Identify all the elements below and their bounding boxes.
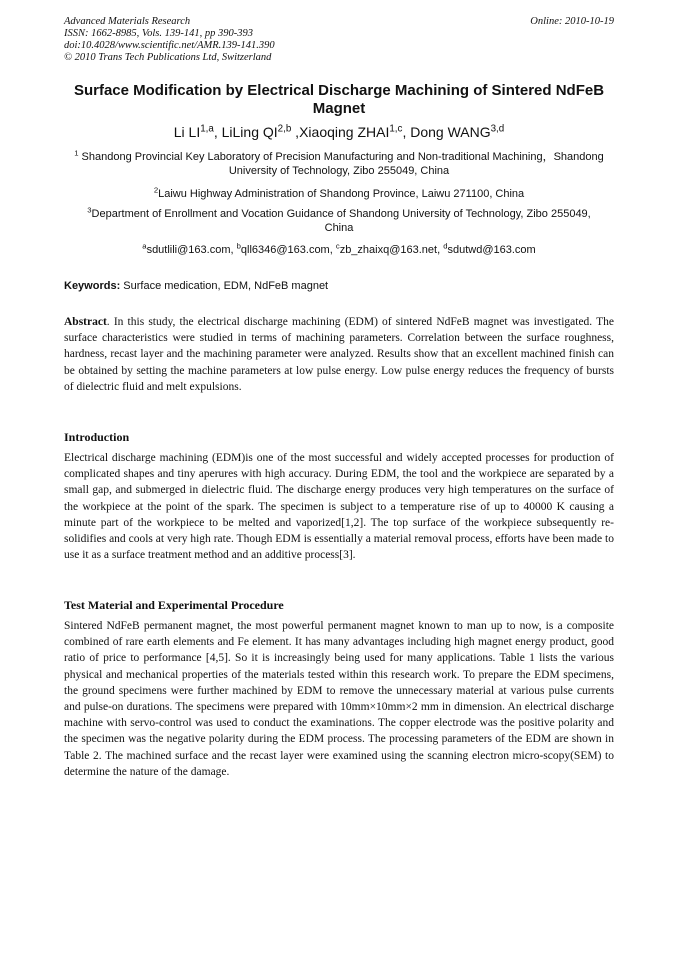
affiliation-3: [84, 207, 594, 235]
author-affiliation-mark: 1,a: [200, 123, 214, 135]
paper-title: Surface Modification by Electrical Discharge Machining of Sintered NdFeB Magnet: [73, 82, 605, 117]
author-name: Xiaoqing ZHAI: [299, 124, 390, 140]
author-affiliation-mark: 1,c: [389, 123, 403, 135]
author-affiliation-mark: 2,b: [277, 123, 292, 135]
email-mark: c: [335, 241, 340, 251]
affiliation-2: [62, 187, 616, 201]
section-heading-introduction: Introduction: [64, 430, 130, 444]
email-address: qll6346@163.com,: [240, 244, 336, 256]
keywords-label: Keywords:: [64, 280, 121, 292]
introduction-paragraph: Electrical discharge machining (EDM)is one of the most successful and widely accepted processes for production of complicated shapes and tiny aperures with high accuracy. During EDM, the tool and the workpiece are separated by a small gap, and submerged in dielectric fluid. The discharge energy produces very high temperatures on the surface of the workpiece at the point of the spark. The specimen is subject to a temperature rise of up to 40000 K causing a minute part of the workpiece to be melted and vaporized[1,2]. The top surface of the workpiece subsequently re-solidifies and cools at very high rate. Though EDM is essentially a material removal process, efforts have been made to use it as a surface treatment method and an additive process[3].: [64, 452, 614, 562]
section-heading-test-material: Test Material and Experimental Procedure: [64, 598, 284, 612]
author-list: [64, 123, 614, 141]
author-separator: ,: [402, 124, 411, 140]
abstract-label: Abstract: [64, 316, 107, 328]
author-affiliation-mark: 3,d: [490, 123, 505, 135]
running-header: [64, 16, 614, 64]
affiliation-mark: 2: [153, 185, 159, 195]
doi-line: doi:10.4028/www.scientific.net/AMR.139-141.390: [64, 40, 275, 51]
issn-line: ISSN: 1662-8985, Vols. 139-141, pp 390-393: [64, 28, 253, 39]
abstract-text: . In this study, the electrical discharge machining (EDM) of sintered NdFeB magnet was investigated. The surface characteristics were studied in terms of machining parameters. Correlation between the surface roughness, hardness, recast layer and the machining parameter were analyzed. Results show that an excellent machined finish can be obtained by setting the machine parameters at low pulse energy. Low pulse energy reduces the frequency of bursts of dielectric fluid and melt expulsions.: [64, 316, 614, 393]
email-address: sdutlili@163.com,: [146, 244, 237, 256]
author-name: LiLing QI: [221, 124, 278, 140]
test-material-paragraph: Sintered NdFeB permanent magnet, the most powerful permanent magnet known to man up to now, is a composite combined of rare earth elements and Fe element. It has many advantages including high magnet energy product, good ratio of price to performance [4,5]. So it is increasingly being used for many applications. Table 1 lists the various physical and mechanical properties of the materials tested within this research work. To prepare the EDM specimens, the ground specimens were further machined by EDM to remove the unnecessary material at various pulse currents and pulse-on durations. The specimens were prepared with 10mm×10mm×2 mm in dimension. An electrical discharge machine with servo-control was used to conduct the examinations. The copper electrode was the positive polarity and the specimen was the negative polarity during the EDM process. The processing parameters of the EDM are shown in Table 2. The machined surface and the recast layer were examined using the scanning electron micro-scopy(SEM) to determine the nature of the damage.: [64, 620, 614, 778]
affiliation-text: Department of Enrollment and Vocation Guidance of Shandong University of Technology, Zibo 255049, China: [91, 208, 591, 234]
keywords-text: Surface medication, EDM, NdFeB magnet: [120, 280, 329, 292]
abstract-paragraph: [64, 314, 614, 395]
journal-name: Advanced Materials Research: [64, 16, 191, 27]
author-name: Dong WANG: [410, 124, 491, 140]
copyright-line: © 2010 Trans Tech Publications Ltd, Switzerland: [64, 52, 272, 63]
affiliation-text: Shandong Provincial Key Laboratory of Precision Manufacturing and Non-traditional Machining，Shandong University of Technology, Zibo 255049, China: [78, 151, 604, 177]
email-list: [62, 243, 616, 257]
author-separator: ,: [213, 124, 222, 140]
online-date: Online: 2010-10-19: [530, 16, 614, 27]
affiliation-1: [62, 150, 616, 178]
author-name: Li LI: [173, 124, 201, 140]
keywords-line: [64, 279, 614, 293]
email-address: sdutwd@163.com: [447, 244, 536, 256]
affiliation-text: Laiwu Highway Administration of Shandong Province, Laiwu 271100, China: [158, 188, 525, 200]
affiliation-mark: 3: [87, 205, 92, 215]
email-mark: b: [236, 241, 241, 251]
email-mark: d: [443, 241, 448, 251]
affiliation-mark: 1: [74, 148, 79, 158]
author-separator: ,: [291, 124, 300, 140]
email-address: zb_zhaixq@163.net,: [339, 244, 444, 256]
email-mark: a: [142, 241, 147, 251]
